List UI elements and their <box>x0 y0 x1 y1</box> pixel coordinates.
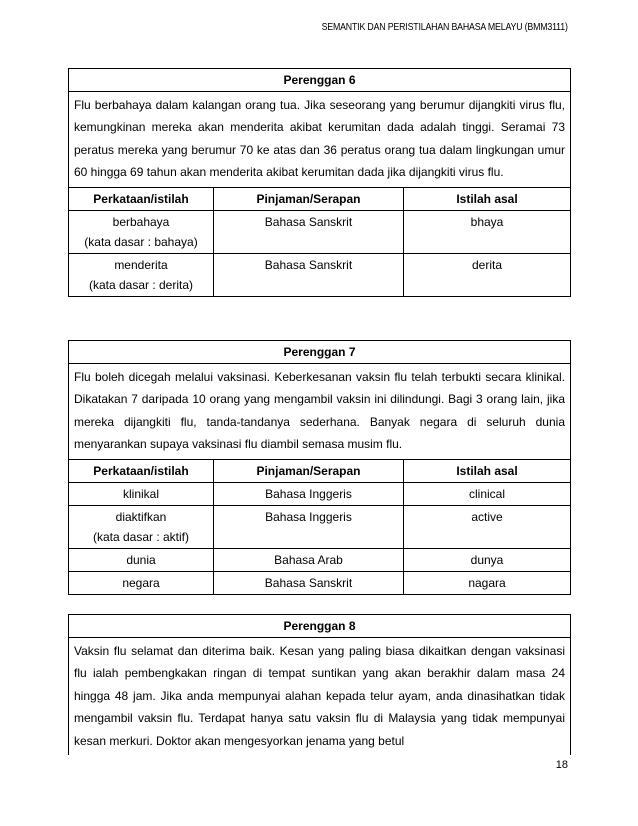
origin-cell: clinical <box>404 482 571 505</box>
table-row <box>69 482 571 505</box>
word-cell <box>69 253 214 296</box>
column-header-loan: Pinjaman/Serapan <box>214 459 404 482</box>
paragraph-8-table <box>68 614 571 755</box>
word: menderita <box>114 257 168 272</box>
column-header-word: Perkataan/istilah <box>69 187 214 210</box>
table-row <box>69 210 571 253</box>
origin-cell: derita <box>404 253 571 296</box>
paragraph-text: Vaksin flu selamat dan diterima baik. Kesan yang paling biasa dikaitkan dengan vaksinasi flu ialah pembengkakan ringan di tempat suntikan yang akan berakhir dalam masa 24 hingga 48 jam. Jika anda mempunyai alahan kepada telur ayam, anda dinasihatkan tidak mengambil vaksin flu. Terdapat hanya satu vaksin flu di Malaysia yang tidak mempunyai kesan merkuri. Doktor akan mengesyorkan jenama yang betul <box>69 638 571 756</box>
table-row <box>69 505 571 548</box>
page-number: 18 <box>555 759 568 771</box>
word: diaktifkan <box>115 509 167 524</box>
loan-cell: Bahasa Inggeris <box>214 482 404 505</box>
word-cell: dunia <box>69 548 214 571</box>
word-cell: negara <box>69 571 214 594</box>
origin-cell: dunya <box>404 548 571 571</box>
origin-cell: bhaya <box>404 210 571 253</box>
column-header-word: Perkataan/istilah <box>69 459 214 482</box>
loan-cell: Bahasa Arab <box>214 548 404 571</box>
loan-cell: Bahasa Sanskrit <box>214 210 404 253</box>
word: berbahaya <box>112 214 170 229</box>
loan-cell: Bahasa Sanskrit <box>214 253 404 296</box>
loan-cell: Bahasa Sanskrit <box>214 571 404 594</box>
page-header: SEMANTIK DAN PERISTILAHAN BAHASA MELAYU (BMM3111) <box>321 22 568 33</box>
paragraph-text: Flu boleh dicegah melalui vaksinasi. Keberkesanan vaksin flu telah terbukti secara klinikal. Dikatakan 7 daripada 10 orang yang mengambil vaksin ini dilindungi. Bagi 3 orang lain, jika mereka dijangkiti flu, tanda-tandanya sederhana. Banyak negara di seluruh dunia menyarankan supaya vaksinasi flu diambil semasa musim flu. <box>69 364 571 460</box>
paragraph-title: Perenggan 7 <box>69 341 571 364</box>
word-cell <box>69 505 214 548</box>
base-word: (kata dasar : aktif) <box>92 529 190 544</box>
loan-cell: Bahasa Inggeris <box>214 505 404 548</box>
base-word: (kata dasar : derita) <box>88 277 194 292</box>
origin-cell: nagara <box>404 571 571 594</box>
paragraph-title: Perenggan 6 <box>69 69 571 92</box>
paragraph-title: Perenggan 8 <box>69 615 571 638</box>
word-cell: klinikal <box>69 482 214 505</box>
origin-cell: active <box>404 505 571 548</box>
column-header-origin: Istilah asal <box>404 459 571 482</box>
paragraph-7-table <box>68 340 571 595</box>
word-cell <box>69 210 214 253</box>
table-row <box>69 253 571 296</box>
column-header-loan: Pinjaman/Serapan <box>214 187 404 210</box>
paragraph-6-table <box>68 68 571 297</box>
table-row <box>69 548 571 571</box>
column-header-origin: Istilah asal <box>404 187 571 210</box>
table-row <box>69 571 571 594</box>
base-word: (kata dasar : bahaya) <box>84 234 198 249</box>
paragraph-text: Flu berbahaya dalam kalangan orang tua. Jika seseorang yang berumur dijangkiti virus flu, kemungkinan mereka akan menderita akibat kerumitan dada adalah tinggi. Seramai 73 peratus mereka yang berumur 70 ke atas dan 36 peratus orang tua dalam lingkungan umur 60 hingga 69 tahun akan menderita akibat kerumitan dada jika dijangkiti virus flu. <box>69 92 571 188</box>
